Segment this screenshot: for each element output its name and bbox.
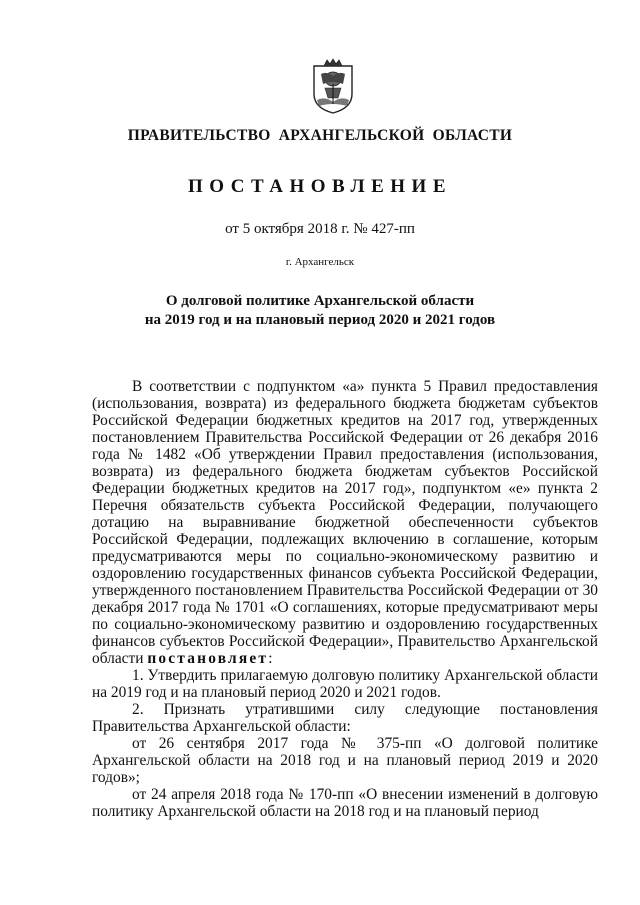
date-and-number: от 5 октября 2018 г. № 427-пп: [225, 221, 415, 237]
paragraph-preamble: [92, 378, 598, 667]
preamble-colon: :: [268, 650, 273, 667]
preamble-text: В соответствии с подпунктом «а» пункта 5 Правил предоставления (использования, возврата) из федерального бюджета бюджетам субъектов Российской Федерации бюджетных кредитов на 2017 год, утвержденных постановлением Правительства Российской Федерации от 26 декабря 2016 года № 1482 «Об утверждении Правил предоставления (использования, возврата) из федерального бюджета бюджетам субъектов Российской Федерации бюджетных кредитов на 2017 год», подпунктом «е» пункта 2 Перечня обязательств субъекта Российской Федерации, получающего дотацию на выравнивание бюджетной обеспеченности субъектов Российской Федерации, подлежащих включению в соглашение, которым предусматриваются меры по социально-экономическому развитию и оздоровлению государственных финансов субъекта Российской Федерации, утвержденного постановлением Правительства Российской Федерации от 30 декабря 2017 года № 1701 «О соглашениях, которые предусматривают меры по социально-экономическому развитию и оздоровлению государственных финансов субъектов Российской Федерации», Правительство Архангельской области: [92, 378, 598, 667]
paragraph-repeal-2: от 24 апреля 2018 года № 170-пп «О внесении изменений в долговую политику Архангельской области на 2018 год и на плановый период: [92, 786, 598, 820]
city: г. Архангельск: [285, 256, 355, 268]
document-title: [0, 292, 640, 330]
coat-of-arms-emblem: [311, 58, 355, 114]
document-body: [92, 378, 598, 820]
government-name: ПРАВИТЕЛЬСТВО АРХАНГЕЛЬСКОЙ ОБЛАСТИ: [127, 127, 513, 144]
paragraph-item-1: 1. Утвердить прилагаемую долговую политику Архангельской области на 2019 год и на плановый период 2020 и 2021 годов.: [92, 667, 598, 701]
decree-word: постановляет: [147, 650, 269, 667]
title-line-2: на 2019 год и на плановый период 2020 и 2021 годов: [144, 312, 496, 328]
paragraph-item-2: 2. Признать утратившими силу следующие постановления Правительства Архангельской области:: [92, 701, 598, 735]
title-line-1: О долговой политике Архангельской области: [165, 293, 475, 309]
document-type: ПОСТАНОВЛЕНИЕ: [187, 176, 453, 197]
paragraph-repeal-1: от 26 сентября 2017 года № 375-пп «О долговой политике Архангельской области на 2018 год и на плановый период 2019 и 2020 годов»;: [92, 735, 598, 786]
